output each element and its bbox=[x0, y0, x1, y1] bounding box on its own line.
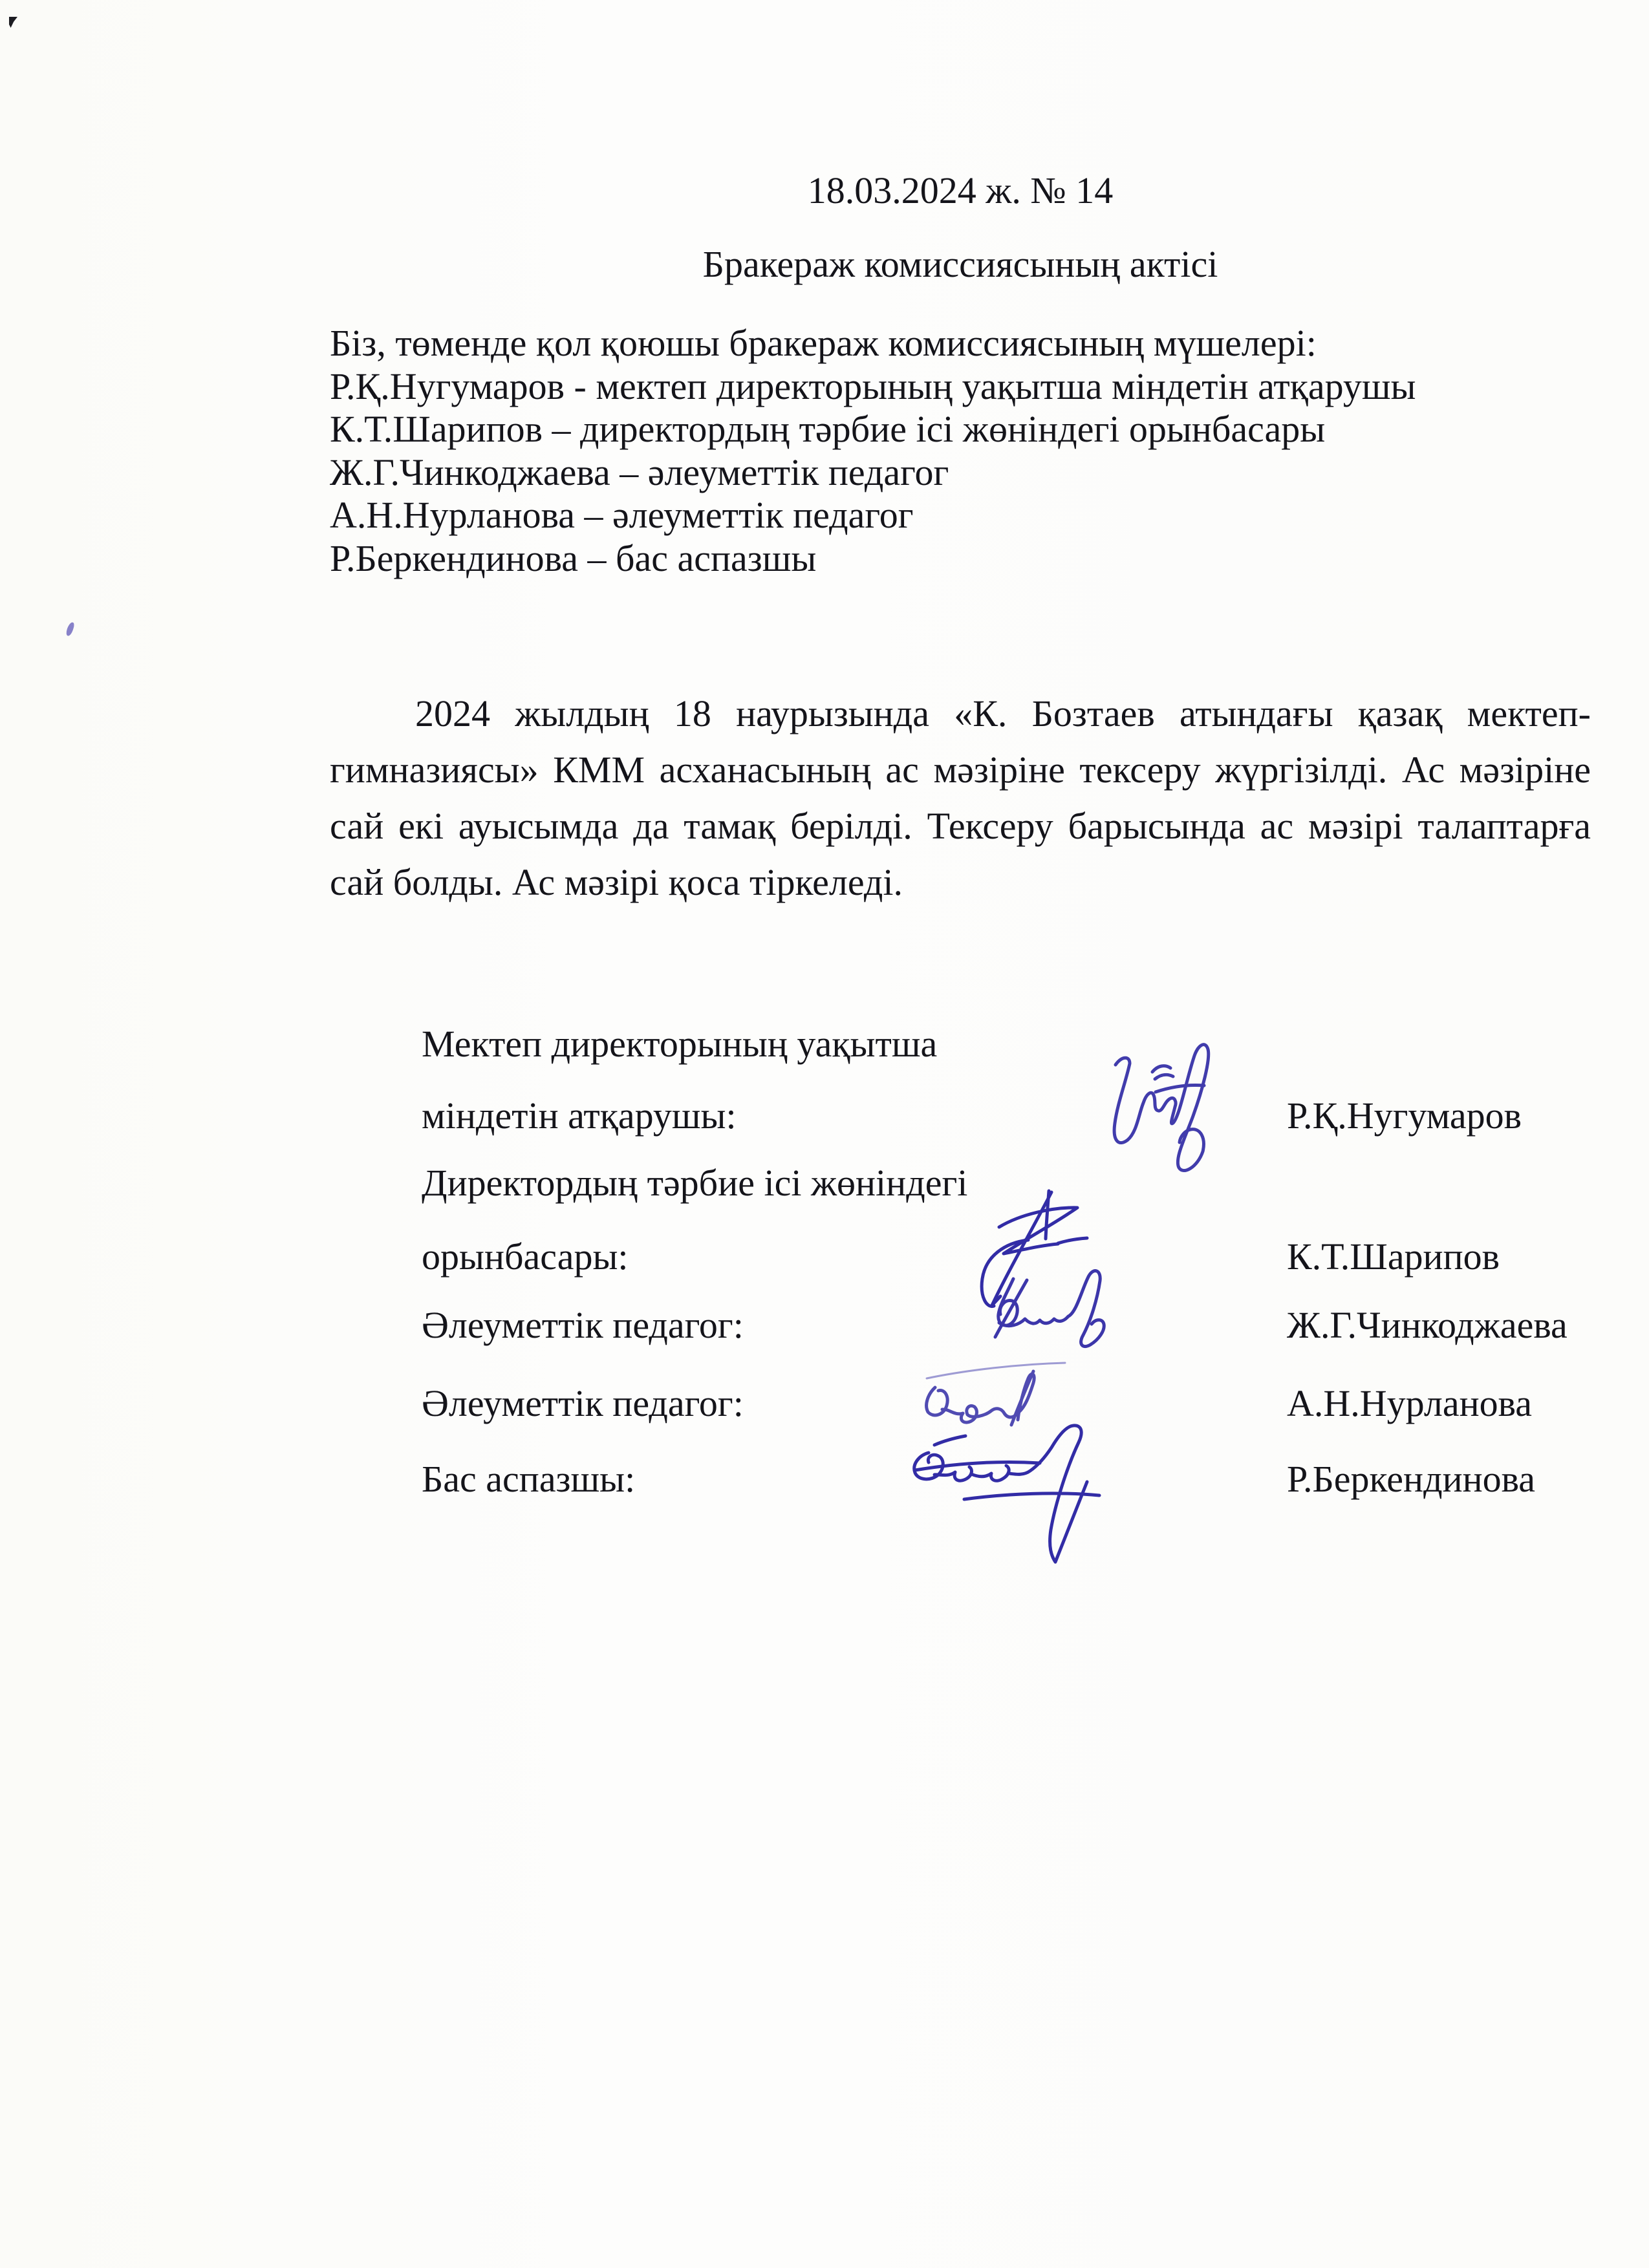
ink-speck bbox=[65, 621, 75, 637]
scan-artifact-corner-speck bbox=[9, 17, 17, 28]
document-title: Бракераж комиссиясының актісі bbox=[702, 243, 1218, 285]
signatory-name: А.Н.Нурланова bbox=[1287, 1382, 1532, 1424]
date-number-line: 18.03.2024 ж. № 14 bbox=[807, 169, 1114, 211]
signature-label: міндетін атқарушы: bbox=[422, 1095, 737, 1137]
signature-label: Директордың тәрбие ісі жөніндегі bbox=[422, 1162, 968, 1204]
members-intro-line: Біз, төменде қол қоюшы бракераж комиссиясының мүшелері: bbox=[330, 322, 1317, 364]
signatory-name: Р.Қ.Нугумаров bbox=[1287, 1095, 1522, 1137]
signature-label: Бас аспазшы: bbox=[422, 1458, 636, 1500]
signatory-name: Ж.Г.Чинкоджаева bbox=[1287, 1304, 1568, 1346]
body-paragraph: 2024 жылдың 18 наурызында «К. Бозтаев атындағы қазақ мектеп-гимназиясы» КММ асханасының ас мәзіріне тексеру жүргізілді. Ас мәзіріне сай екі ауысымда да тамақ берілді. Тексеру барысында ас мәзірі талаптарға сай болды. Ас мәзірі қоса тіркеледі. bbox=[330, 692, 1591, 903]
member-line: Р.Қ.Нугумаров - мектеп директорының уақытша міндетін атқарушы bbox=[330, 365, 1416, 407]
member-line: Ж.Г.Чинкоджаева – әлеуметтік педагог bbox=[330, 451, 949, 493]
member-line: Р.Беркендинова – бас аспазшы bbox=[330, 537, 817, 579]
signature-ink-nugumarov bbox=[1096, 1031, 1219, 1180]
member-line: А.Н.Нурланова – әлеуметтік педагог bbox=[330, 494, 914, 536]
signature-label: Әлеуметтік педагог: bbox=[422, 1304, 744, 1346]
signature-label: орынбасары: bbox=[422, 1236, 629, 1278]
commission-members-list bbox=[330, 322, 1630, 580]
signatory-name: К.Т.Шарипов bbox=[1287, 1236, 1500, 1278]
signature-ink-berkendinova bbox=[902, 1419, 1103, 1571]
signature-label: Әлеуметтік педагог: bbox=[422, 1382, 744, 1424]
signature-label: Мектеп директорының уақытша bbox=[422, 1023, 938, 1065]
member-line: К.Т.Шарипов – директордың тәрбие ісі жөніндегі орынбасары bbox=[330, 408, 1326, 450]
signatory-name: Р.Беркендинова bbox=[1287, 1458, 1536, 1500]
